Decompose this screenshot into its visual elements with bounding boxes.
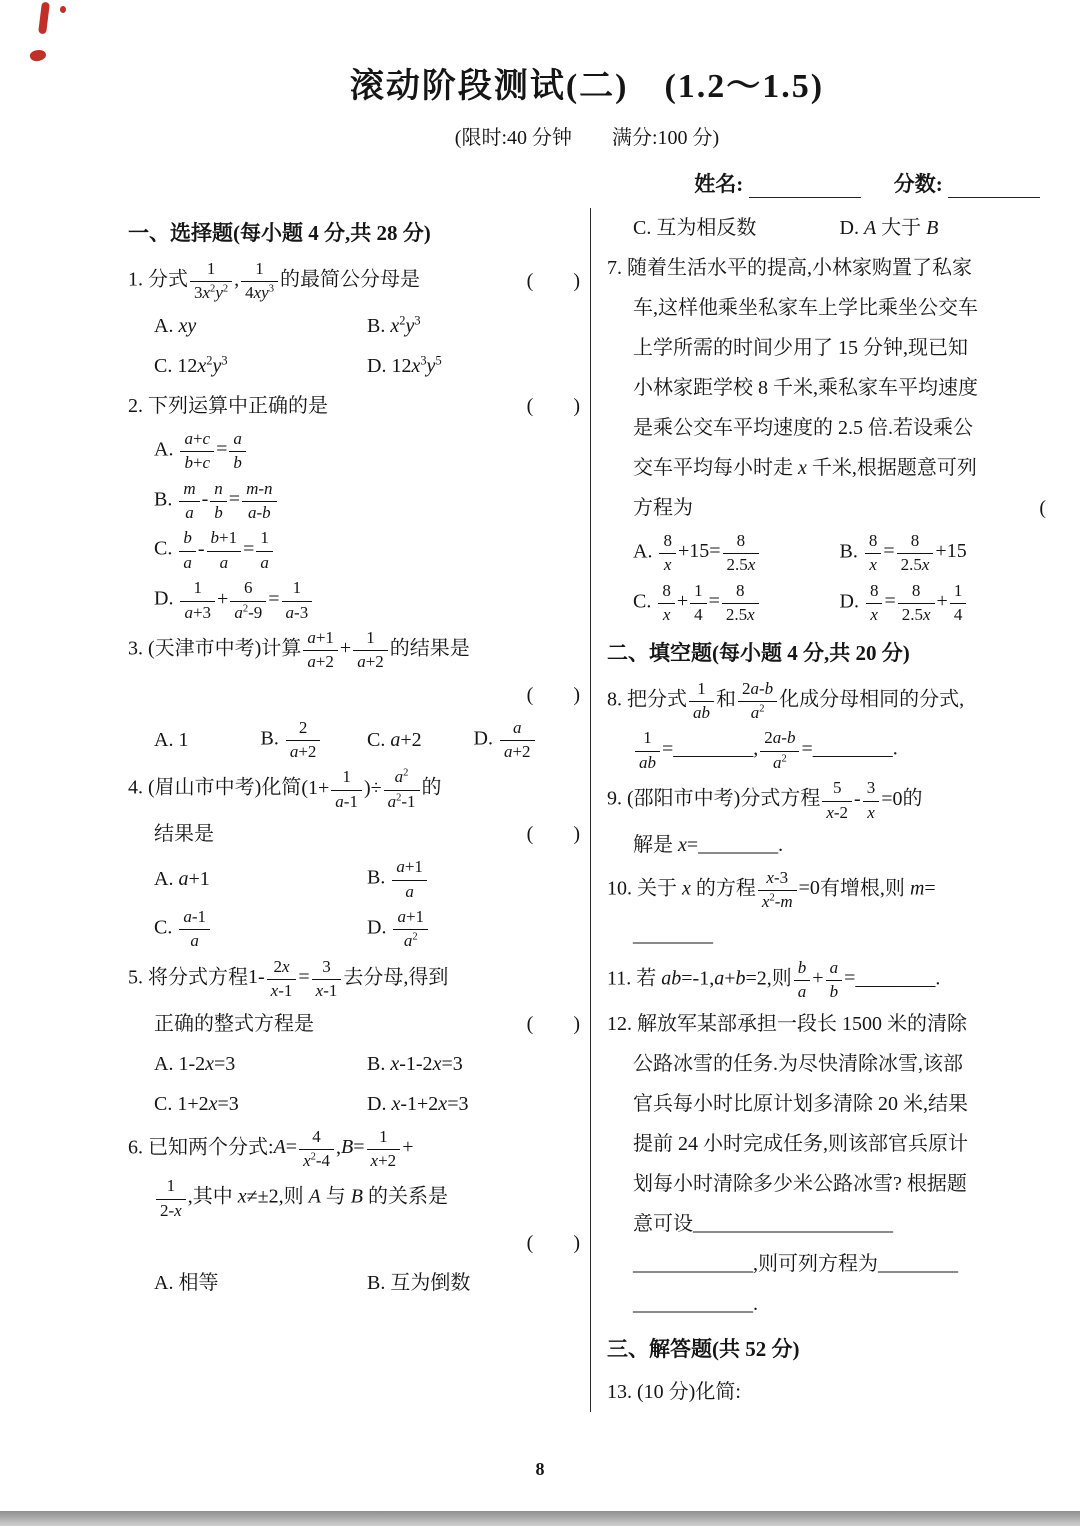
- name-label: 姓名:: [694, 172, 744, 196]
- two-column-layout: [128, 208, 1046, 1412]
- line-text: 意可设____________________: [633, 1213, 893, 1236]
- line-text: 方程为: [633, 497, 693, 519]
- line-text: 公路冰雪的任务.为尽快清除冰雪,该部: [633, 1053, 963, 1076]
- line-text: 6. 已知两个分式:A= $\frac{4}{x^2-4}$ ,B= $\frac{1}{x+2}$ +: [128, 1126, 414, 1170]
- text-line: [128, 675, 580, 715]
- option: D. A 大于 B: [839, 217, 939, 239]
- text-line: [128, 625, 580, 675]
- page-content: [128, 58, 1046, 1412]
- line-text: A. $\frac{a+c}{b+c}$ = $\frac{a}{b}$: [154, 426, 248, 476]
- option-row: [128, 1044, 580, 1084]
- name-blank: [749, 179, 861, 198]
- option: C. $\frac{a-1}{a}$: [154, 904, 367, 954]
- option: B. 互为倒数: [367, 1272, 471, 1295]
- text-line: [128, 575, 580, 625]
- answer-paren: ( ): [526, 1012, 580, 1035]
- line-text: 车,这样他乘坐私家车上学比乘坐公交车: [633, 297, 978, 319]
- text-line: [607, 725, 1046, 775]
- text-line: [128, 814, 580, 854]
- text-line: [128, 476, 580, 526]
- text-line: [128, 1223, 580, 1263]
- option-row: [128, 854, 580, 904]
- option: C. a+2: [367, 728, 422, 751]
- option: C. $\frac{8}{x}$ + $\frac{1}{4}$ = $\frac{8}{2.5x}$: [633, 578, 840, 628]
- text-line: [607, 488, 1046, 528]
- line-text: 上学所需的时间少用了 15 分钟,现已知: [633, 337, 968, 359]
- text-line: [128, 426, 580, 476]
- line-text: 4. (眉山市中考)化简(1+ $\frac{1}{a-1}$ )÷ $\frac{a^2}{a^2-1}$ 的: [128, 767, 442, 811]
- text-line: [607, 1372, 1046, 1412]
- score-blank: [948, 179, 1040, 198]
- option-row: [607, 578, 1046, 628]
- option: D. $\frac{8}{x}$ = $\frac{8}{2.5x}$ + $\frac{1}{4}$: [840, 578, 1047, 628]
- line-text: 12. 解放军某部承担一段长 1500 米的清除: [607, 1013, 967, 1036]
- text-line: [607, 1204, 1046, 1244]
- text-line: [607, 1044, 1046, 1084]
- text-line: [607, 1164, 1046, 1204]
- line-text: 正确的整式方程是: [154, 1012, 314, 1035]
- option: A. 1: [154, 728, 189, 751]
- option: A. 相等: [154, 1272, 219, 1295]
- text-line: [607, 676, 1046, 726]
- section-header: [128, 212, 580, 254]
- line-text: 3. (天津市中考)计算 $\frac{a+1}{a+2}$ + $\frac{1}{a+2}$ 的结果是: [128, 627, 470, 672]
- line-text: 解是 x=________.: [633, 833, 784, 856]
- line-text: $\frac{1}{ab}$ =________, $\frac{2a-b}{a^2}$ =________.: [633, 725, 898, 775]
- page-title: 滚动阶段测试(二) (1.2～1.5): [349, 68, 825, 105]
- option: B. $\frac{2}{a+2}$: [261, 715, 368, 765]
- line-text: $\frac{1}{2-x}$ ,其中 x≠±2,则 A 与 B 的关系是: [154, 1173, 448, 1223]
- line-text: ____________.: [633, 1293, 758, 1316]
- text-line: [607, 368, 1046, 408]
- line-text: 13. (10 分)化简:: [607, 1381, 741, 1404]
- line-text: 提前 24 小时完成任务,则该部官兵原计: [633, 1133, 968, 1156]
- option-row: [128, 1263, 580, 1303]
- line-text: 三、解答题(共 52 分): [607, 1337, 800, 1362]
- option: A. $\frac{8}{x}$ +15= $\frac{8}{2.5x}$: [633, 528, 840, 578]
- line-text: 二、填空题(每小题 4 分,共 20 分): [607, 640, 910, 665]
- section-header: [607, 1328, 1046, 1370]
- line-text: ________: [633, 923, 713, 946]
- option: D. $\frac{a}{a+2}$: [474, 715, 581, 765]
- page-subtitle: (限时:40 分钟 满分:100 分): [454, 127, 720, 149]
- option: B. $x^2y^3$: [367, 313, 421, 337]
- text-line: [607, 1284, 1046, 1324]
- option: C. $12x^2y^3$: [154, 353, 228, 377]
- text-line: [607, 1244, 1046, 1284]
- text-line: [128, 256, 580, 306]
- text-line: [128, 1004, 580, 1044]
- option: D. x-1+2x=3: [367, 1092, 469, 1115]
- page-number: 8: [535, 1459, 545, 1479]
- text-line: [607, 1084, 1046, 1124]
- line-text: 交车平均每小时走 x 千米,根据题意可列: [633, 457, 977, 479]
- text-line: [607, 248, 1046, 288]
- option: C. 互为相反数: [633, 217, 757, 239]
- text-line: [607, 955, 1046, 1005]
- answer-paren: (: [1039, 497, 1046, 519]
- text-line: [607, 915, 1046, 955]
- option-row: [128, 306, 580, 346]
- text-line: [607, 865, 1046, 915]
- line-text: 10. 关于 x 的方程 $\frac{x-3}{x^2-m}$ =0有增根,则 m=: [607, 867, 936, 912]
- answer-paren: ( ): [526, 269, 580, 292]
- option: D. $12x^3y^5$: [367, 353, 442, 377]
- line-text: 划每小时清除多少米公路冰雪? 根据题: [633, 1173, 967, 1196]
- right-column: [590, 208, 1046, 1412]
- name-score-line: [128, 168, 1046, 198]
- section-header: [607, 632, 1046, 674]
- line-text: 结果是: [154, 823, 214, 846]
- line-text: 一、选择题(每小题 4 分,共 28 分): [128, 221, 431, 245]
- text-line: [607, 328, 1046, 368]
- option: B. $\frac{a+1}{a}$: [367, 854, 580, 904]
- option-row: [607, 208, 1046, 248]
- option-row: [128, 346, 580, 386]
- score-label: 分数:: [893, 172, 943, 196]
- option-row: [128, 715, 580, 765]
- option: A. 1-2x=3: [154, 1052, 236, 1075]
- line-text: D. $\frac{1}{a+3}$ + $\frac{6}{a^2-9}$ = $\frac{1}{a-3}$: [154, 575, 314, 625]
- text-line: [128, 386, 580, 426]
- option: B. $\frac{8}{x}$ = $\frac{8}{2.5x}$ +15: [839, 531, 967, 575]
- text-line: [607, 288, 1046, 328]
- text-line: [607, 408, 1046, 448]
- line-text: ____________,则可列方程为________: [633, 1253, 958, 1276]
- line-text: 5. 将分式方程1- $\frac{2x}{x-1}$ = $\frac{3}{x-1}$ 去分母,得到: [128, 956, 449, 1001]
- answer-paren: ( ): [526, 683, 580, 706]
- line-text: B. $\frac{m}{a}$ - $\frac{n}{b}$ = $\frac{m-n}{a-b}$: [154, 476, 279, 526]
- text-line: [128, 764, 580, 814]
- line-text: 7. 随着生活水平的提高,小林家购置了私家: [607, 257, 972, 279]
- line-text: 1. 分式 $\frac{1}{3x^2y^2}$ , $\frac{1}{4xy^3}$ 的最简公分母是: [128, 259, 420, 303]
- answer-paren: ( ): [526, 394, 580, 417]
- text-line: [128, 1173, 580, 1223]
- option: C. 1+2x=3: [154, 1092, 239, 1115]
- text-line: [607, 1004, 1046, 1044]
- option-row: [607, 528, 1046, 578]
- line-text: 2. 下列运算中正确的是: [128, 394, 328, 417]
- option: D. $\frac{a+1}{a^2}$: [367, 904, 580, 954]
- red-ink-mark: [29, 48, 47, 63]
- option: A. a+1: [154, 868, 210, 891]
- answer-paren: ( ): [526, 1232, 580, 1255]
- text-line: [128, 525, 580, 575]
- text-line: [607, 1124, 1046, 1164]
- red-ink-mark: [60, 6, 66, 13]
- left-column: [128, 208, 590, 1412]
- line-text: 小林家距学校 8 千米,乘私家车平均速度: [633, 377, 978, 399]
- option: B. x-1-2x=3: [367, 1052, 463, 1075]
- line-text: 8. 把分式 $\frac{1}{ab}$ 和 $\frac{2a-b}{a^2}$ 化成分母相同的分式,: [607, 678, 965, 722]
- text-line: [128, 954, 580, 1004]
- text-line: [607, 775, 1046, 825]
- text-line: [128, 1124, 580, 1174]
- text-line: [607, 448, 1046, 488]
- option: A. xy: [154, 314, 197, 337]
- line-text: 是乘公交车平均速度的 2.5 倍.若设乘公: [633, 417, 973, 439]
- answer-paren: ( ): [526, 823, 580, 846]
- line-text: 官兵每小时比原计划多清除 20 米,结果: [633, 1093, 968, 1116]
- option-row: [128, 1084, 580, 1124]
- line-text: 9. (邵阳市中考)分式方程 $\frac{5}{x-2}$ - $\frac{3}{x}$ =0的: [607, 778, 923, 822]
- line-text: C. $\frac{b}{a}$ - $\frac{b+1}{a}$ = $\frac{1}{a}$: [154, 525, 275, 575]
- option-row: [128, 904, 580, 954]
- line-text: 11. 若 ab=-1,a+b=2,则 $\frac{b}{a}$ + $\frac{a}{b}$ =________.: [607, 957, 941, 1002]
- text-line: [607, 825, 1046, 865]
- scan-edge-bar: [0, 1511, 1080, 1526]
- red-ink-mark: [38, 2, 50, 35]
